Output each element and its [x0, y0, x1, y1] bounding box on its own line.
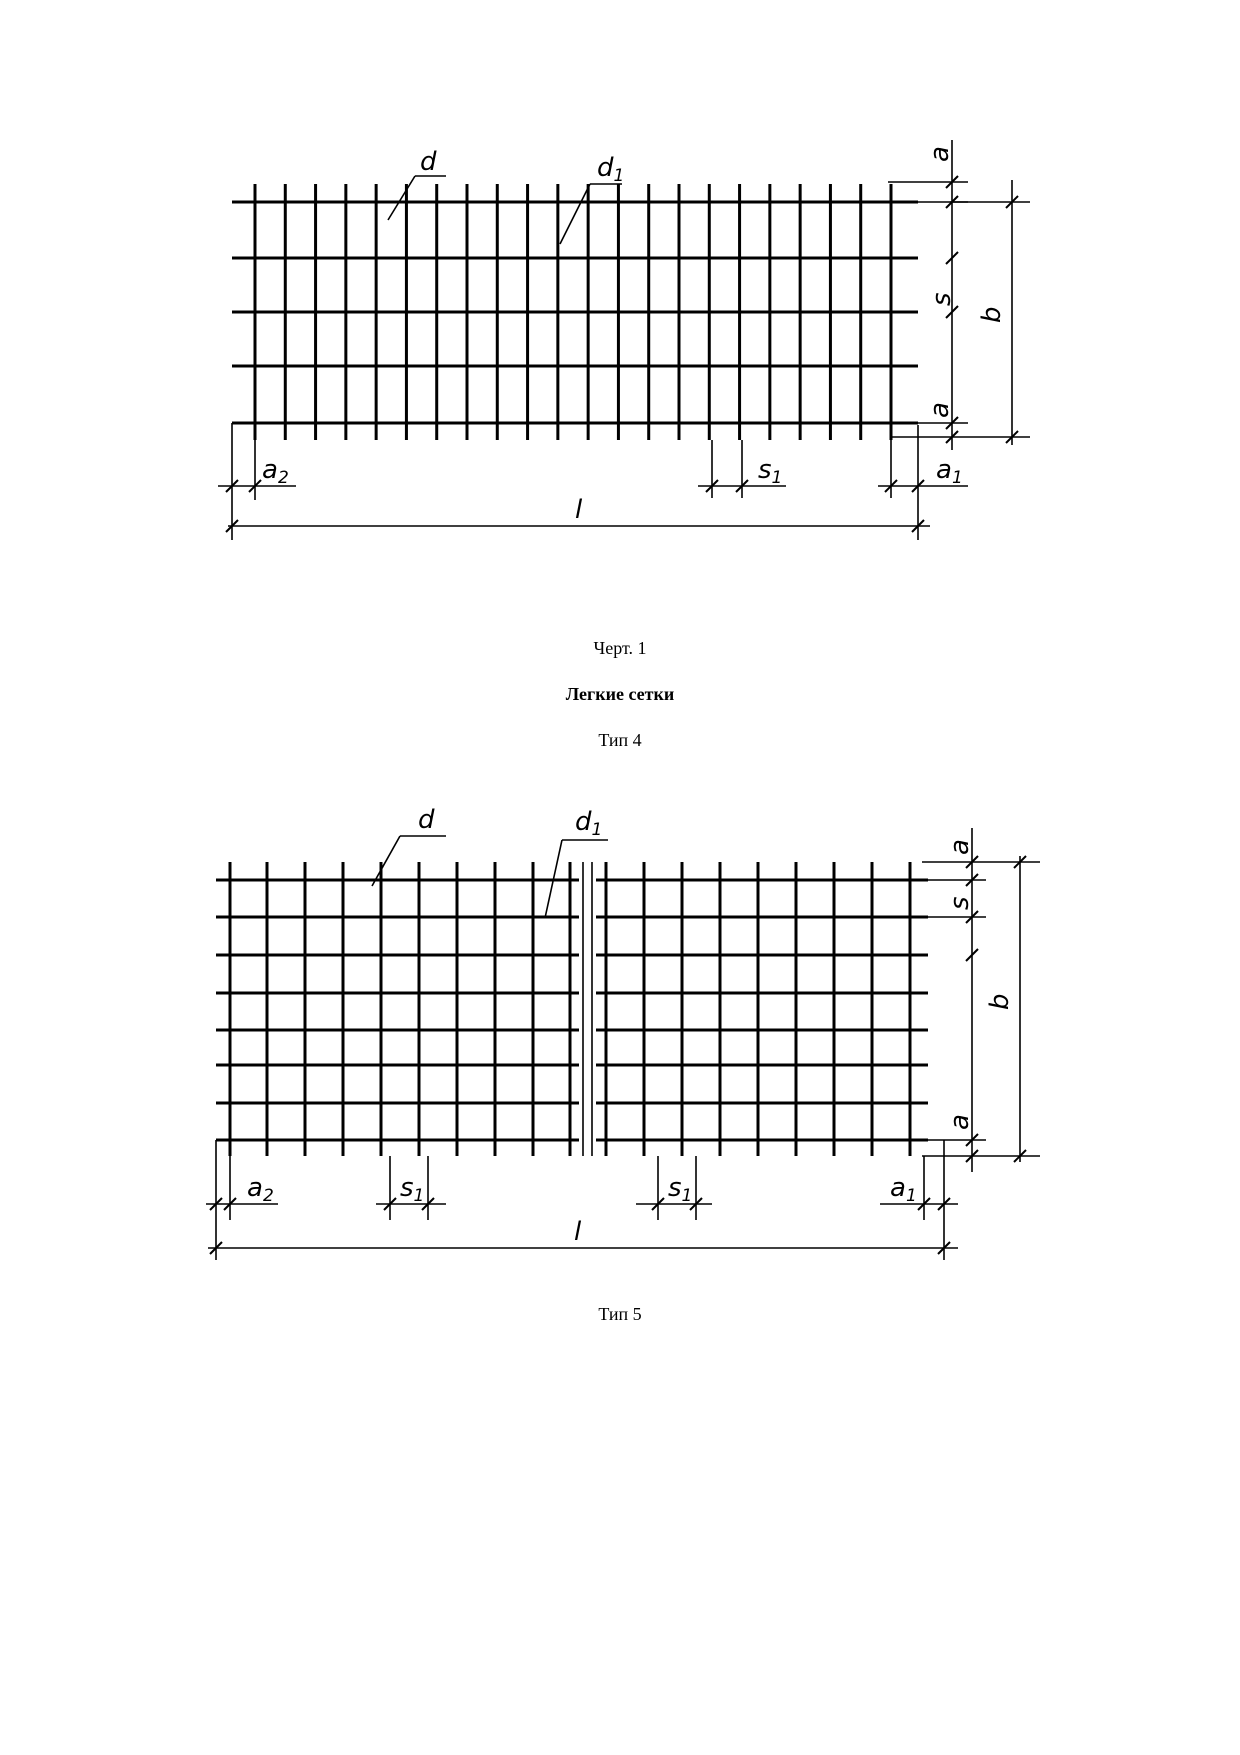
drawing-caption: Черт. 1	[593, 638, 647, 658]
mesh-drawing-type5-svg	[0, 800, 1240, 1280]
label-d1: d1	[575, 807, 603, 840]
label-s1-left: s1	[400, 1173, 425, 1206]
label-a-top: a	[925, 146, 955, 162]
mesh-drawing-type4	[0, 140, 1240, 620]
label-l: l	[575, 495, 583, 525]
mesh-drawing-type5	[0, 800, 1240, 1280]
label-d: d	[420, 147, 437, 177]
type4-caption: Тип 4	[598, 730, 642, 750]
label-a2: a2	[262, 455, 289, 488]
label-s: s	[945, 896, 975, 910]
label-s1-right: s1	[668, 1173, 693, 1206]
label-a2: a2	[247, 1173, 274, 1206]
label-a-top: a	[945, 839, 975, 855]
leader-line-d	[388, 176, 415, 220]
label-a1: a1	[936, 455, 963, 488]
leader-line-d1	[560, 184, 590, 244]
label-a1: a1	[890, 1173, 917, 1206]
type5-caption: Тип 5	[598, 1304, 642, 1324]
label-s1: s1	[758, 455, 783, 488]
section-title: Легкие сетки	[565, 684, 675, 704]
label-b: b	[985, 993, 1015, 1010]
label-d1: d1	[597, 153, 625, 186]
label-s: s	[927, 292, 957, 306]
label-a-bottom: a	[925, 402, 955, 418]
label-l: l	[574, 1217, 582, 1247]
label-d: d	[418, 805, 435, 835]
mesh-drawing-type4-svg	[0, 140, 1240, 620]
label-b: b	[977, 306, 1007, 323]
label-a-bottom: a	[945, 1114, 975, 1130]
